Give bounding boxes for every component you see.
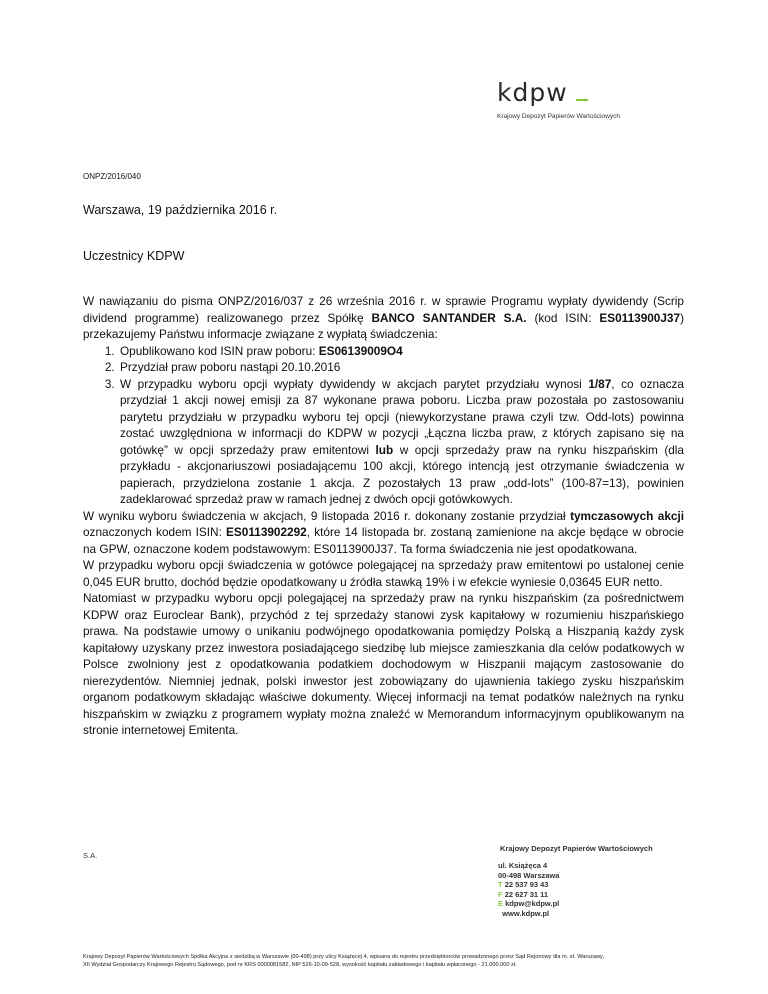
item3-lub: lub — [375, 442, 394, 457]
phone-line — [498, 880, 559, 890]
email-key: E — [498, 899, 504, 908]
para2-text-3: , które 14 listopada br. zostaną zamienione na akcje będące w obrocie na GPW, oznaczone kodem podstawowym: ES0113900J37. Ta forma świadczenia nie jest opodatkowana. — [83, 525, 684, 556]
logo-subtitle: Krajowy Depozyt Papierów Wartościowych — [497, 113, 620, 120]
allocation-paragraph — [83, 508, 684, 558]
company-name: BANCO SANTANDER S.A. — [371, 310, 527, 325]
website-line — [498, 909, 559, 919]
list-item — [118, 376, 684, 508]
para2-text-1: W wyniku wyboru świadczenia w akcjach, 9 listopada 2016 r. dokonany zostanie przydział — [83, 508, 571, 523]
address-city: 00-498 Warszawa — [498, 870, 560, 880]
email-link[interactable]: kdpw@kdpw.pl — [505, 899, 560, 908]
intro-text-3: ) przekazujemy Państwu informacje związane z wypłatą świadczenia: — [83, 310, 684, 341]
item3-text-3: w opcji sprzedaży praw na rynku hiszpańskim (dla przykładu - akcjonariuszowi posiadającemu 100 akcji, którego intencją jest otrzymanie świadczenia w papierach, przydzielona zostanie 1 akcja. Z pozostałych 13 praw „odd-lots” (100-87=13), powinien zadeklarować sprzedaż praw w ramach jednej z dwóch opcji gotówkowych. — [120, 442, 684, 506]
phone-key: T — [498, 880, 503, 889]
temporary-isin: ES0113902292 — [226, 525, 307, 539]
item2-text: Przydział praw poboru nastąpi 20.10.2016 — [120, 360, 341, 374]
list-item — [118, 359, 684, 376]
date-line: Warszawa, 19 października 2016 r. — [83, 203, 278, 217]
legal-line-1: Krajowy Depozyt Papierów Wartościowych Spółka Akcyjna z siedzibą w Warszawie (00-498) przy ulicy Książęcej 4, wpisana do rejestru przedsiębiorców prowadzonego przez Sąd Rejonowy dla m. st. Warszawy, — [83, 954, 604, 960]
tax-paragraph: Natomiast w przypadku wyboru opcji polegającej na sprzedaży praw na rynku hiszpańskim (za pośrednictwem KDPW oraz Euroclear Bank), przychód z tej sprzedaży stanowi zysk kapitałowy w rozumieniu hiszpańskiego prawa. Na podstawie umowy o unikaniu podwójnego opodatkowania pomiędzy Polską a Hiszpanią każdy zysk kapitałowy uzyskany przez inwestora posiadającego siedzibę lub miejsce zamieszkania dla celów podatkowych w Polsce zwolniony jest z opodatkowania podatkiem dochodowym w Hiszpanii mającym zastosowanie do nierezydentów. Niemniej jednak, polski inwestor jest zobowiązany do ujawnienia takiego zysku hiszpańskim organom podatkowym składając właściwe dokumenty. Więcej informacji na temat podatków należnych na rynku hiszpańskim w związku z programem wypłaty można znaleźć w Memorandum informacyjnym opublikowanym na stronie internetowej Emitenta. — [83, 591, 684, 737]
fax-number: 22 627 31 11 — [504, 889, 549, 899]
website-link[interactable]: www.kdpw.pl — [502, 908, 550, 918]
para2-text-2: oznaczonych kodem ISIN: — [83, 525, 227, 539]
intro-text-2: (kod ISIN: — [526, 310, 600, 325]
list-item — [118, 343, 684, 360]
rights-isin: ES06139009O4 — [318, 343, 403, 358]
fax-line — [498, 890, 559, 900]
phone-number: 22 537 93 43 — [504, 880, 549, 889]
fax-key: F — [498, 889, 503, 899]
item1-text: Opublikowano kod ISIN praw poboru: — [120, 343, 319, 358]
company-isin: ES0113900J37 — [599, 310, 681, 325]
footer-contact — [498, 861, 559, 918]
document-reference: ONPZ/2016/040 — [83, 172, 141, 181]
kdpw-logo — [497, 80, 647, 120]
address-street: ul. Książęca 4 — [498, 861, 548, 870]
temporary-shares: tymczasowych akcji — [570, 508, 684, 523]
cash-option-paragraph: W przypadku wyboru opcji świadczenia w gotówce polegającej na sprzedaży praw emitentowi po ustalonej cenie 0,045 EUR brutto, dochód będzie opodatkowany u źródła stawką 19% i w efekcie wyniesie 0,03645 EUR netto. — [83, 558, 684, 589]
item3-text-1: W przypadku wyboru opcji wypłaty dywidendy w akcjach parytet przydziału wynosi — [120, 376, 589, 391]
intro-paragraph — [83, 293, 684, 343]
legal-line-2: XII Wydział Gospodarczy Krajowego Rejestru Sądowego, pod nr KRS 0000081582, NIP 526-10-09-528, wysokość kapitału zakładowego i kapitału wpłaconego - 21.000.000 zł. — [83, 961, 517, 968]
footer-company-name: Krajowy Depozyt Papierów Wartościowych — [500, 844, 653, 853]
info-list — [83, 343, 684, 508]
allocation-ratio: 1/87 — [588, 376, 612, 391]
intro-text-1: W nawiązaniu do pisma ONPZ/2016/037 z 26 września 2016 r. w sprawie Programu wypłaty dywidendy (Scrip dividend programme) realizowanego przez Spółkę — [83, 294, 684, 325]
recipient: Uczestnicy KDPW — [83, 249, 185, 263]
email-line — [498, 899, 559, 909]
logo-wordmark: kdpw — [497, 78, 568, 107]
footer-sa: S.A. — [83, 851, 98, 860]
letter-body — [83, 293, 684, 739]
logo-accent-bar — [576, 99, 588, 101]
legal-footer — [83, 954, 693, 969]
item3-text-2: , co oznacza przydział 1 akcji nowej emisji za 87 wykonane prawa poboru. Liczba praw pozostała po zastosowaniu parytetu przydziału w przypadku wyboru tej opcji (niewykorzystane prawa czyli tzw. Odd-lots) powinna zostać uwzględniona w informacji do KDPW w pozycji „Łączna liczba praw, z których zapisano się na gotówkę” w opcji sprzedaży praw emitentowi — [120, 376, 684, 457]
